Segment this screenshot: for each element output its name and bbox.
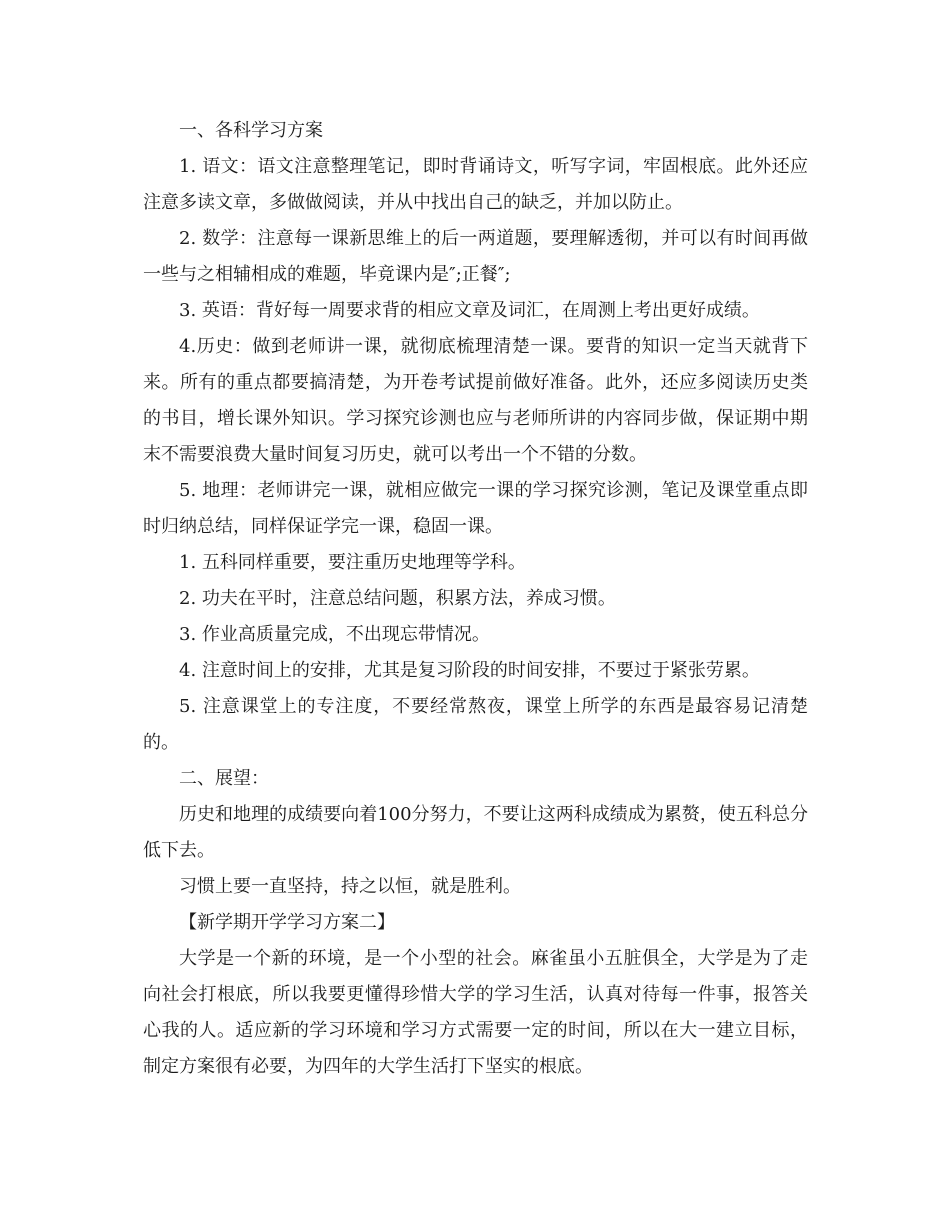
tip-item-4: 4. 注意时间上的安排，尤其是复习阶段的时间安排，不要过于紧张劳累。	[179, 660, 760, 681]
paragraph-chinese: 1. 语文：语文注意整理笔记，即时背诵诗文，听写字词，牢固根底。此外还应注意多读文章，多做做阅读，并从中找出自己的缺乏，并加以防止。	[143, 156, 808, 213]
tip-item-5: 5. 注意课堂上的专注度，不要经常熬夜，课堂上所学的东西是最容易记清楚的。	[143, 696, 808, 753]
section-heading-outlook: 二、展望：	[179, 768, 269, 789]
tip-item-2: 2. 功夫在平时，注意总结问题，积累方法，养成习惯。	[179, 588, 616, 609]
section-heading-plan-two: 【新学期开学学习方案二】	[179, 912, 395, 933]
section-heading-plans: 一、各科学习方案	[179, 120, 323, 141]
paragraph-history: 4.历史：做到老师讲一课，就彻底梳理清楚一课。要背的知识一定当天就背下来。所有的重点都要搞清楚，为开卷考试提前做好准备。此外，还应多阅读历史类的书目，增长课外知识。学习探究诊测也应与老师所讲的内容同步做，保证期中期末不需要浪费大量时间复习历史，就可以考出一个不错的分数。	[143, 336, 808, 465]
paragraph-outlook-scores: 历史和地理的成绩要向着100分努力，不要让这两科成绩成为累赘，使五科总分低下去。	[143, 804, 808, 861]
paragraph-english: 3. 英语：背好每一周要求背的相应文章及词汇，在周测上考出更好成绩。	[179, 300, 760, 321]
paragraph-math: 2. 数学：注意每一课新思维上的后一两道题，要理解透彻，并可以有时间再做一些与之相辅相成的难题，毕竟课内是″;正餐″;	[143, 228, 808, 285]
paragraph-university: 大学是一个新的环境，是一个小型的社会。麻雀虽小五脏俱全，大学是为了走向社会打根底，所以我要更懂得珍惜大学的学习生活，认真对待每一件事，报答关心我的人。适应新的学习环境和学习方式需要一定的时间，所以在大一建立目标，制定方案很有必要，为四年的大学生活打下坚实的根底。	[143, 948, 808, 1077]
document-body	[143, 113, 808, 1085]
tip-item-3: 3. 作业高质量完成，不出现忘带情况。	[179, 624, 490, 645]
paragraph-outlook-habits: 习惯上要一直坚持，持之以恒，就是胜利。	[179, 876, 521, 897]
tip-item-1: 1. 五科同样重要，要注重历史地理等学科。	[179, 552, 526, 573]
paragraph-geography: 5. 地理：老师讲完一课，就相应做完一课的学习探究诊测，笔记及课堂重点即时归纳总结，同样保证学完一课，稳固一课。	[143, 480, 808, 537]
